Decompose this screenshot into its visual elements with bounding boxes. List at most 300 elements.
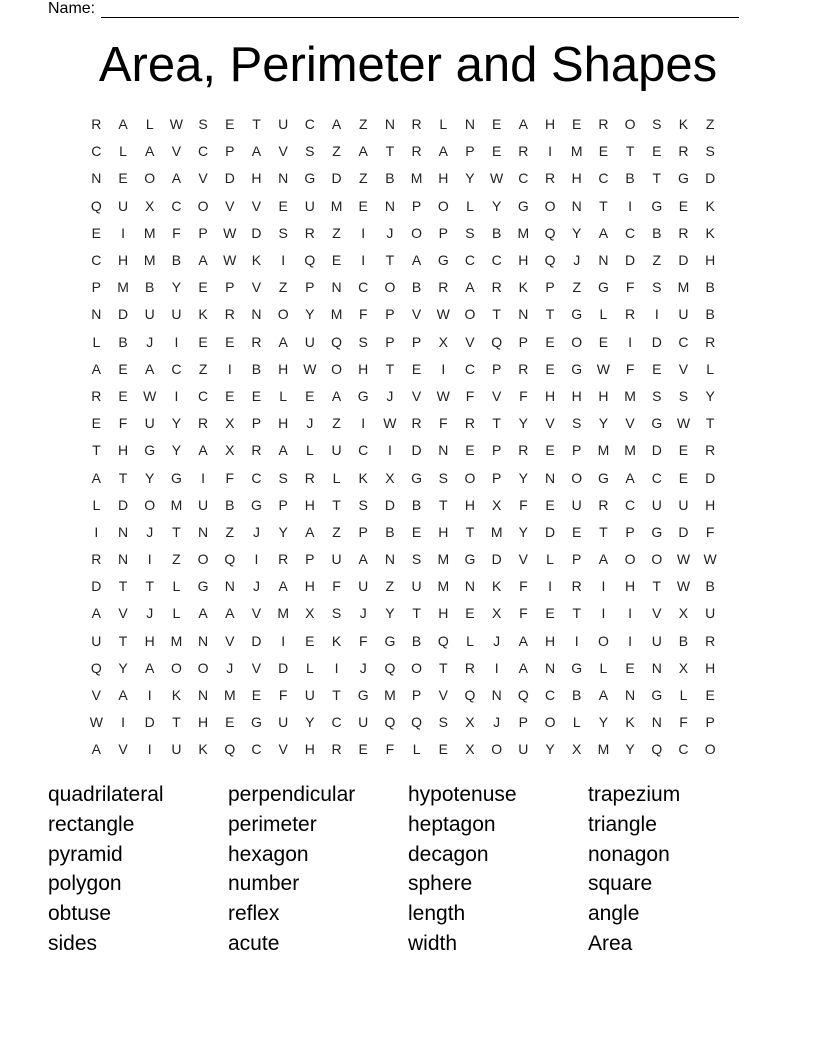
grid-letter: T (92, 442, 101, 459)
grid-letter: O (544, 714, 556, 731)
grid-letter: H (705, 252, 716, 269)
grid-letter: Q (437, 632, 449, 649)
grid-letter: W (223, 252, 237, 269)
grid-letter: V (491, 387, 502, 404)
grid-letter: E (198, 333, 208, 350)
grid-letter: C (91, 252, 102, 269)
grid-letter: G (517, 197, 529, 214)
grid-letter: E (118, 387, 128, 404)
grid-letter: Q (544, 224, 556, 241)
grid-letter: O (144, 496, 156, 513)
grid-letter: X (572, 741, 582, 758)
grid-letter: O (437, 197, 449, 214)
grid-letter: A (145, 360, 155, 377)
grid-letter: T (118, 469, 128, 486)
grid-letter: C (91, 143, 102, 160)
grid-letter: M (597, 741, 610, 758)
word-search-grid (83, 111, 724, 764)
grid-letter: O (597, 632, 609, 649)
grid-letter: U (198, 496, 209, 513)
grid-letter: K (358, 469, 368, 486)
grid-letter: B (118, 333, 128, 350)
grid-letter: N (384, 197, 395, 214)
grid-letter: E (652, 360, 662, 377)
grid-letter: V (225, 632, 235, 649)
grid-letter: K (625, 714, 635, 731)
grid-letter: B (678, 632, 689, 649)
word-bank-item: heptagon (408, 812, 496, 836)
grid-letter: A (518, 116, 529, 133)
grid-letter: H (304, 578, 315, 595)
grid-letter: H (571, 170, 582, 187)
grid-letter: M (410, 170, 423, 187)
grid-letter: I (174, 387, 179, 404)
grid-letter: G (144, 442, 156, 459)
grid-letter: G (597, 469, 609, 486)
word-bank-item: nonagon (588, 842, 670, 866)
grid-letter: C (678, 741, 689, 758)
grid-letter: N (331, 279, 342, 296)
grid-letter: J (493, 632, 501, 649)
grid-letter: I (654, 306, 659, 323)
grid-letter: Q (90, 197, 102, 214)
word-bank-item: triangle (588, 812, 657, 836)
grid-letter: M (143, 252, 156, 269)
grid-letter: X (678, 605, 689, 622)
grid-letter: G (651, 523, 663, 540)
grid-letter: T (118, 578, 128, 595)
grid-letter: L (92, 496, 101, 513)
grid-letter: V (625, 415, 635, 432)
grid-letter: O (197, 659, 209, 676)
word-bank-item: sides (48, 931, 98, 955)
grid-letter: T (465, 523, 475, 540)
grid-letter: I (387, 442, 392, 459)
grid-letter: E (678, 197, 689, 214)
grid-letter: T (625, 143, 635, 160)
grid-letter: C (625, 224, 636, 241)
grid-letter: B (411, 279, 422, 296)
grid-letter: E (278, 197, 288, 214)
grid-letter: N (651, 659, 662, 676)
word-bank-item: obtuse (48, 902, 112, 926)
word-bank (48, 780, 768, 959)
grid-row (83, 519, 724, 546)
grid-letter: P (198, 224, 208, 241)
grid-letter: C (491, 252, 502, 269)
grid-letter: D (251, 224, 262, 241)
grid-letter: P (491, 469, 502, 486)
grid-letter: U (304, 333, 315, 350)
grid-letter: U (678, 306, 689, 323)
grid-letter: Y (491, 197, 502, 214)
grid-letter: M (170, 632, 183, 649)
word-bank-item: hexagon (228, 842, 309, 866)
grid-letter: G (357, 687, 369, 704)
grid-letter: H (544, 116, 556, 133)
grid-letter: Y (598, 415, 609, 432)
grid-letter: B (411, 632, 422, 649)
grid-letter: E (678, 442, 689, 459)
grid-letter: H (251, 170, 262, 187)
grid-letter: R (304, 469, 315, 486)
grid-letter: V (251, 659, 262, 676)
grid-letter: O (651, 551, 663, 568)
grid-letter: R (544, 170, 556, 187)
grid-letter: S (438, 469, 448, 486)
grid-row (83, 138, 724, 165)
grid-letter: W (676, 578, 691, 595)
grid-letter: E (305, 387, 315, 404)
grid-letter: Z (198, 360, 208, 377)
grid-letter: O (571, 469, 583, 486)
grid-letter: D (678, 252, 689, 269)
grid-letter: Q (331, 333, 342, 350)
page-title: Area, Perimeter and Shapes (98, 38, 718, 92)
grid-letter: A (91, 360, 102, 377)
grid-letter: D (544, 523, 556, 540)
grid-letter: T (412, 605, 421, 622)
grid-row (83, 247, 724, 274)
grid-letter: D (651, 442, 662, 459)
grid-letter: Z (172, 551, 181, 568)
grid-letter: H (304, 741, 315, 758)
grid-letter: N (598, 252, 609, 269)
grid-letter: E (305, 632, 315, 649)
grid-letter: Q (517, 687, 529, 704)
grid-letter: U (651, 496, 662, 513)
grid-letter: A (198, 252, 208, 269)
grid-letter: A (331, 387, 342, 404)
grid-letter: A (518, 659, 529, 676)
word-bank-item: quadrilateral (48, 783, 164, 806)
grid-letter: H (304, 496, 315, 513)
grid-letter: R (678, 143, 689, 160)
grid-letter: A (411, 252, 422, 269)
grid-letter: U (518, 741, 529, 758)
grid-letter: I (548, 578, 552, 595)
grid-letter: C (358, 279, 369, 296)
grid-letter: X (465, 741, 475, 758)
grid-letter: D (331, 170, 342, 187)
grid-letter: R (705, 333, 716, 350)
grid-letter: I (201, 469, 206, 486)
grid-letter: G (437, 252, 449, 269)
grid-letter: Y (572, 224, 582, 241)
grid-letter: E (465, 442, 475, 459)
word-bank-item: number (228, 872, 300, 896)
grid-letter: H (598, 387, 609, 404)
grid-letter: S (652, 116, 662, 133)
grid-letter: L (279, 387, 288, 404)
grid-letter: M (624, 387, 636, 404)
grid-letter: R (571, 578, 582, 595)
grid-row (83, 736, 724, 763)
grid-letter: A (598, 224, 609, 241)
grid-letter: L (412, 741, 421, 758)
grid-letter: F (519, 578, 528, 595)
grid-letter: V (251, 605, 262, 622)
grid-letter: S (465, 224, 475, 241)
grid-letter: Q (304, 252, 316, 269)
name-label: Name: (48, 0, 96, 17)
grid-letter: T (492, 415, 501, 432)
grid-letter: J (359, 659, 367, 676)
grid-letter: C (625, 496, 636, 513)
grid-letter: S (411, 551, 422, 568)
grid-letter: C (171, 360, 182, 377)
grid-letter: K (491, 578, 502, 595)
grid-letter: Q (384, 714, 396, 731)
grid-letter: M (143, 224, 156, 241)
grid-letter: I (494, 659, 499, 676)
grid-letter: S (438, 714, 448, 731)
grid-letter: L (305, 442, 314, 459)
grid-letter: A (358, 143, 368, 160)
word-bank-item: angle (588, 902, 640, 926)
grid-letter: F (172, 224, 181, 241)
grid-letter: G (304, 170, 316, 187)
grid-letter: S (678, 387, 689, 404)
grid-letter: O (197, 197, 209, 214)
grid-letter: O (544, 197, 556, 214)
grid-row (83, 464, 724, 491)
grid-letter: F (679, 714, 688, 731)
grid-row (83, 220, 724, 247)
grid-letter: Q (224, 741, 236, 758)
grid-letter: F (519, 387, 528, 404)
grid-letter: U (358, 578, 369, 595)
grid-letter: Q (544, 252, 556, 269)
grid-letter: E (545, 496, 555, 513)
grid-letter: V (411, 387, 422, 404)
grid-letter: Z (332, 143, 341, 160)
grid-letter: Y (145, 469, 155, 486)
grid-letter: G (464, 551, 476, 568)
grid-letter: N (464, 578, 476, 595)
grid-row (83, 546, 724, 573)
grid-letter: E (411, 360, 422, 377)
grid-letter: T (252, 116, 261, 133)
grid-letter: E (411, 523, 422, 540)
grid-letter: E (91, 415, 102, 432)
grid-letter: V (251, 197, 262, 214)
grid-letter: P (705, 714, 715, 731)
grid-letter: H (438, 605, 449, 622)
grid-letter: B (491, 224, 502, 241)
grid-row (83, 111, 724, 138)
grid-letter: T (385, 143, 395, 160)
grid-letter: T (332, 496, 341, 513)
grid-letter: G (651, 415, 663, 432)
grid-row (83, 274, 724, 301)
grid-letter: Q (384, 659, 396, 676)
grid-letter: V (465, 333, 475, 350)
grid-row (83, 492, 724, 519)
grid-letter: L (706, 360, 715, 377)
grid-letter: V (545, 415, 555, 432)
grid-letter: I (94, 523, 99, 540)
name-underline (101, 2, 739, 18)
grid-letter: W (676, 551, 691, 568)
grid-letter: U (358, 714, 369, 731)
grid-letter: O (277, 306, 289, 323)
grid-letter: F (225, 469, 235, 486)
grid-letter: H (198, 714, 209, 731)
grid-letter: A (358, 551, 368, 568)
grid-letter: I (121, 224, 125, 241)
grid-letter: M (624, 442, 636, 459)
grid-letter: D (224, 170, 235, 187)
grid-letter: C (198, 143, 209, 160)
grid-letter: U (304, 197, 315, 214)
grid-letter: Y (705, 387, 715, 404)
grid-letter: P (572, 551, 582, 568)
grid-letter: I (147, 551, 152, 568)
grid-letter: P (385, 333, 395, 350)
grid-letter: H (438, 523, 449, 540)
grid-letter: W (490, 170, 504, 187)
grid-letter: V (225, 197, 235, 214)
grid-letter: P (625, 523, 635, 540)
grid-letter: F (118, 415, 128, 432)
grid-letter: R (464, 659, 476, 676)
grid-letter: N (198, 523, 209, 540)
grid-letter: J (146, 605, 154, 622)
grid-letter: I (628, 333, 633, 350)
grid-letter: J (359, 605, 367, 622)
grid-letter: A (465, 279, 475, 296)
grid-letter: P (411, 687, 422, 704)
grid-letter: N (625, 687, 636, 704)
grid-letter: M (330, 197, 343, 214)
grid-letter: A (225, 605, 235, 622)
grid-letter: A (278, 333, 288, 350)
grid-letter: I (174, 333, 179, 350)
grid-letter: Z (705, 116, 715, 133)
grid-letter: S (358, 496, 368, 513)
grid-letter: U (331, 551, 342, 568)
grid-letter: N (438, 442, 449, 459)
grid-letter: Y (305, 306, 315, 323)
grid-letter: G (251, 714, 262, 731)
grid-letter: X (491, 496, 502, 513)
grid-letter: U (678, 496, 689, 513)
grid-letter: A (198, 605, 208, 622)
grid-letter: Y (118, 659, 128, 676)
grid-letter: A (598, 687, 609, 704)
grid-letter: M (330, 306, 343, 323)
grid-row (83, 165, 724, 192)
grid-letter: O (464, 306, 476, 323)
word-bank-item: rectangle (48, 812, 135, 836)
grid-letter: V (278, 143, 288, 160)
grid-letter: U (144, 415, 155, 432)
grid-letter: A (171, 170, 182, 187)
grid-letter: N (571, 197, 582, 214)
grid-letter: C (464, 252, 476, 269)
grid-letter: F (519, 496, 528, 513)
grid-letter: B (225, 496, 235, 513)
grid-letter: V (438, 687, 448, 704)
grid-letter: M (384, 687, 396, 704)
grid-letter: H (358, 360, 369, 377)
grid-letter: L (172, 605, 181, 622)
grid-letter: G (384, 632, 396, 649)
grid-letter: S (572, 415, 582, 432)
grid-letter: E (438, 741, 448, 758)
grid-letter: C (251, 741, 262, 758)
grid-letter: E (251, 687, 262, 704)
grid-letter: H (571, 387, 582, 404)
grid-letter: N (91, 170, 102, 187)
grid-letter: G (571, 306, 583, 323)
grid-letter: Y (278, 523, 288, 540)
grid-letter: Q (90, 659, 102, 676)
grid-letter: R (518, 442, 529, 459)
grid-letter: O (704, 741, 716, 758)
grid-letter: D (144, 714, 155, 731)
grid-letter: A (438, 143, 448, 160)
grid-letter: E (225, 714, 235, 731)
grid-letter: W (436, 387, 450, 404)
grid-letter: D (251, 632, 262, 649)
grid-letter: H (625, 578, 636, 595)
grid-letter: I (227, 360, 232, 377)
grid-letter: V (678, 360, 689, 377)
grid-letter: V (411, 306, 422, 323)
grid-letter: Z (358, 116, 368, 133)
grid-letter: G (571, 360, 583, 377)
grid-letter: Y (171, 442, 182, 459)
grid-letter: T (332, 687, 341, 704)
grid-letter: N (278, 170, 289, 187)
grid-letter: U (91, 632, 102, 649)
word-bank-item: trapezium (588, 783, 681, 806)
grid-letter: F (358, 632, 368, 649)
grid-letter: C (544, 687, 556, 704)
grid-letter: X (225, 442, 235, 459)
grid-letter: A (118, 687, 128, 704)
grid-letter: F (385, 741, 395, 758)
grid-letter: L (145, 116, 154, 133)
grid-letter: G (597, 279, 609, 296)
grid-letter: O (491, 741, 503, 758)
grid-letter: R (411, 116, 422, 133)
grid-letter: M (117, 279, 129, 296)
grid-letter: O (144, 170, 156, 187)
word-bank-item: sphere (408, 872, 473, 896)
grid-letter: K (198, 741, 208, 758)
grid-letter: D (278, 659, 289, 676)
grid-letter: O (624, 551, 636, 568)
word-bank-item: perpendicular (228, 783, 356, 806)
grid-letter: J (146, 333, 154, 350)
grid-letter: T (172, 523, 181, 540)
grid-letter: T (145, 578, 154, 595)
grid-letter: E (625, 659, 635, 676)
grid-letter: I (121, 714, 125, 731)
grid-letter: J (252, 578, 260, 595)
grid-letter: X (305, 605, 315, 622)
grid-row (83, 600, 724, 627)
grid-letter: X (491, 605, 502, 622)
grid-letter: G (571, 659, 583, 676)
grid-letter: O (384, 279, 396, 296)
grid-letter: Q (651, 741, 663, 758)
grid-letter: R (625, 306, 636, 323)
grid-letter: I (147, 741, 152, 758)
